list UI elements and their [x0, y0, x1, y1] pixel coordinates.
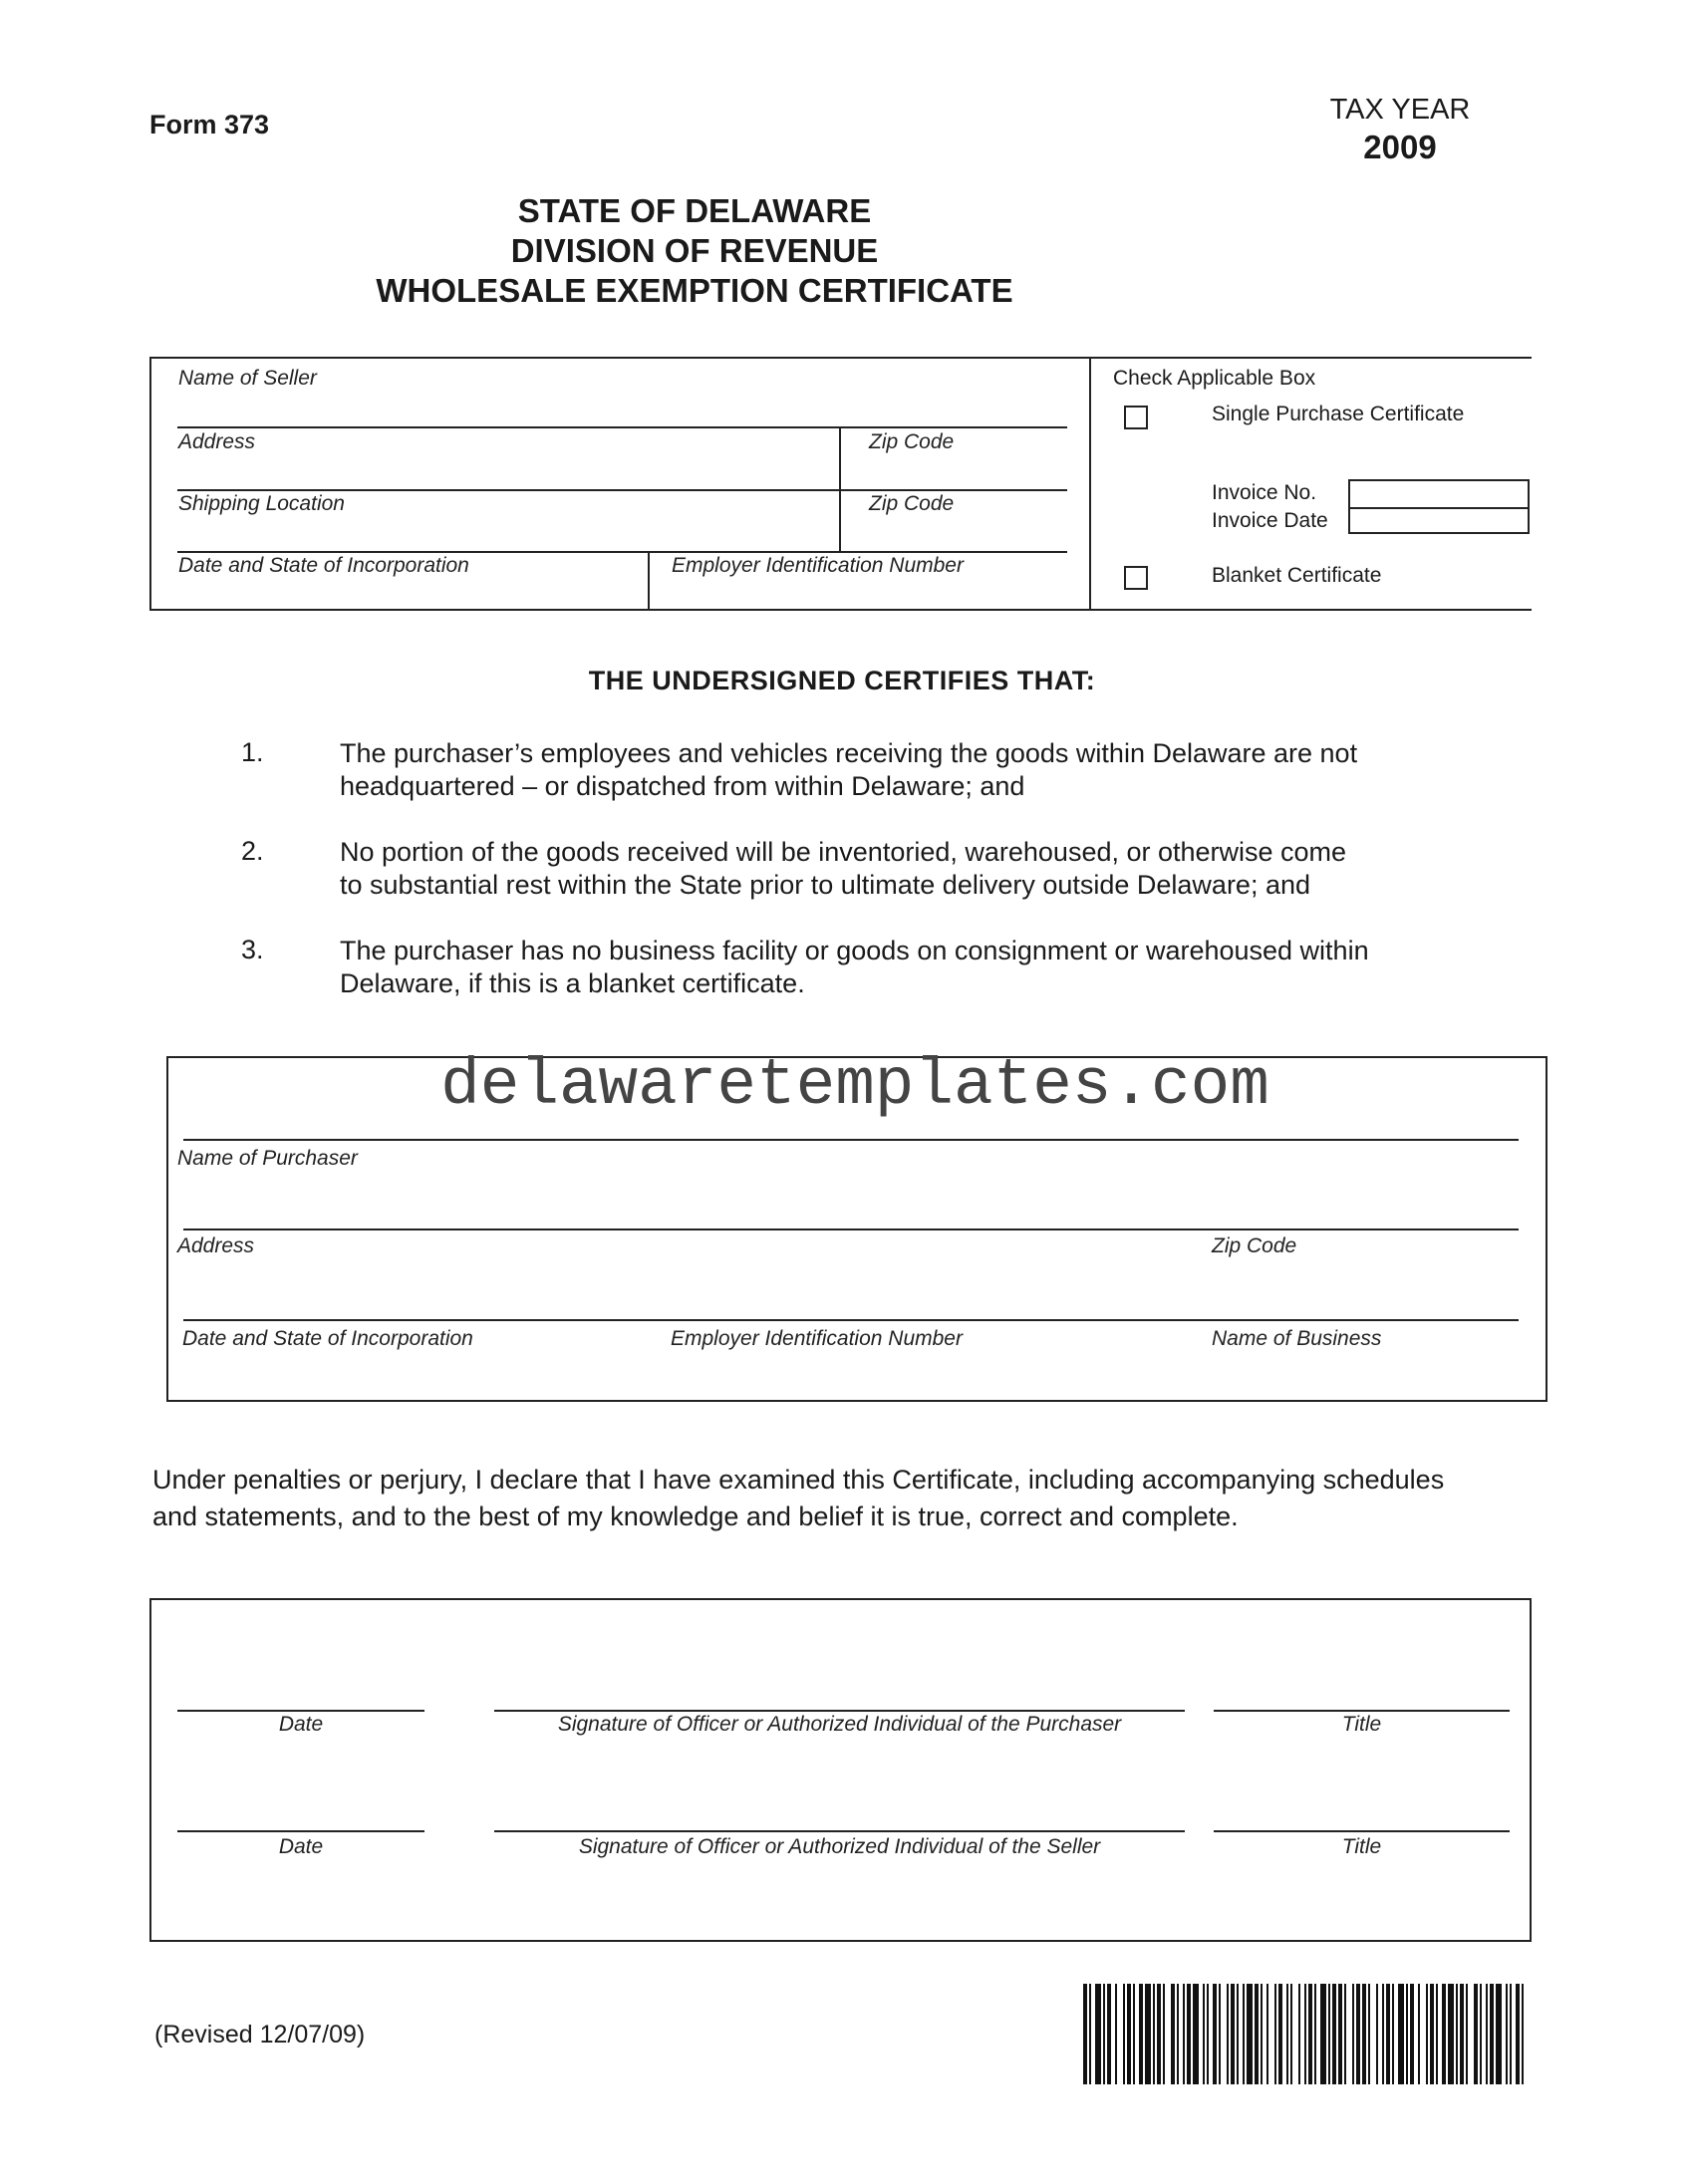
purchaser-zip-code-label: Zip Code: [1212, 1234, 1297, 1257]
barcode-icon: [1083, 1984, 1524, 2084]
seller-date-state-incorporation-label: Date and State of Incorporation: [178, 554, 469, 577]
name-of-purchaser-label: Name of Purchaser: [177, 1147, 358, 1170]
purchaser-date-line[interactable]: [177, 1710, 424, 1712]
seller-zip-code-label: Zip Code: [869, 430, 955, 453]
revised-date: (Revised 12/07/09): [154, 2021, 366, 2048]
name-of-seller-label: Name of Seller: [178, 367, 317, 390]
item-text-line: The purchaser’s employees and vehicles receiving the goods within Delaware are not: [340, 738, 1358, 768]
seller-signature-line[interactable]: [494, 1830, 1185, 1832]
purchaser-title-line[interactable]: [1214, 1710, 1510, 1712]
purchaser-date-state-incorporation-label: Date and State of Incorporation: [182, 1327, 473, 1350]
form-title-certificate: WHOLESALE EXEMPTION CERTIFICATE: [376, 272, 1013, 309]
purchaser-title-label: Title: [1341, 1713, 1382, 1736]
item-text-line: Delaware, if this is a blanket certificate.: [340, 968, 805, 998]
form-title-division: DIVISION OF REVENUE: [510, 232, 879, 269]
invoice-date-field[interactable]: [1348, 506, 1530, 534]
purchaser-employer-id-label: Employer Identification Number: [671, 1327, 963, 1350]
seller-title-label: Title: [1341, 1835, 1382, 1858]
signature-box: [149, 1598, 1532, 1942]
shipping-zip-code-label: Zip Code: [869, 492, 955, 515]
item-number: 2.: [241, 836, 264, 866]
single-purchase-checkbox[interactable]: [1124, 406, 1148, 429]
check-applicable-box-heading: Check Applicable Box: [1113, 367, 1316, 390]
name-of-business-label: Name of Business: [1212, 1327, 1382, 1350]
seller-address-label: Address: [178, 430, 256, 453]
shipping-location-label: Shipping Location: [178, 492, 345, 515]
purchaser-signature-line[interactable]: [494, 1710, 1185, 1712]
form-title-state: STATE OF DELAWARE: [517, 192, 872, 229]
item-text-line: to substantial rest within the State prior to ultimate delivery outside Delaware; and: [340, 870, 1311, 900]
seller-signature-label: Signature of Officer or Authorized Individual of the Seller: [578, 1835, 1101, 1858]
item-number: 1.: [241, 737, 264, 767]
form-number: Form 373: [149, 110, 270, 139]
purchaser-date-label: Date: [278, 1713, 324, 1736]
declaration-line: and statements, and to the best of my knowledge and belief it is true, correct and complete.: [152, 1502, 1239, 1531]
seller-date-line[interactable]: [177, 1830, 424, 1832]
blanket-certificate-label: Blanket Certificate: [1212, 564, 1382, 587]
blanket-certificate-checkbox[interactable]: [1124, 566, 1148, 590]
declaration-text: [152, 1462, 1444, 1535]
item-text-line: No portion of the goods received will be inventoried, warehoused, or otherwise come: [340, 837, 1347, 867]
seller-title-line[interactable]: [1214, 1830, 1510, 1832]
item-text-line: headquartered – or dispatched from within Delaware; and: [340, 771, 1025, 801]
item-text-line: The purchaser has no business facility or goods on consignment or warehoused within: [340, 936, 1369, 965]
item-number: 3.: [241, 935, 264, 964]
single-purchase-label: Single Purchase Certificate: [1212, 403, 1465, 425]
invoice-no-field[interactable]: [1348, 479, 1530, 509]
invoice-date-label: Invoice Date: [1212, 509, 1328, 532]
purchaser-address-label: Address: [177, 1234, 255, 1257]
seller-employer-id-label: Employer Identification Number: [672, 554, 964, 577]
purchaser-signature-label: Signature of Officer or Authorized Individual of the Purchaser: [557, 1713, 1122, 1736]
invoice-no-label: Invoice No.: [1212, 481, 1317, 504]
certifies-heading: THE UNDERSIGNED CERTIFIES THAT:: [588, 666, 1096, 695]
tax-year-label: TAX YEAR: [1329, 94, 1471, 126]
tax-year: 2009: [1363, 129, 1437, 165]
watermark: delawaretemplates.com: [440, 1048, 1269, 1123]
declaration-line: Under penalties or perjury, I declare that I have examined this Certificate, including accompanying schedules: [152, 1465, 1445, 1495]
seller-date-label: Date: [278, 1835, 324, 1858]
